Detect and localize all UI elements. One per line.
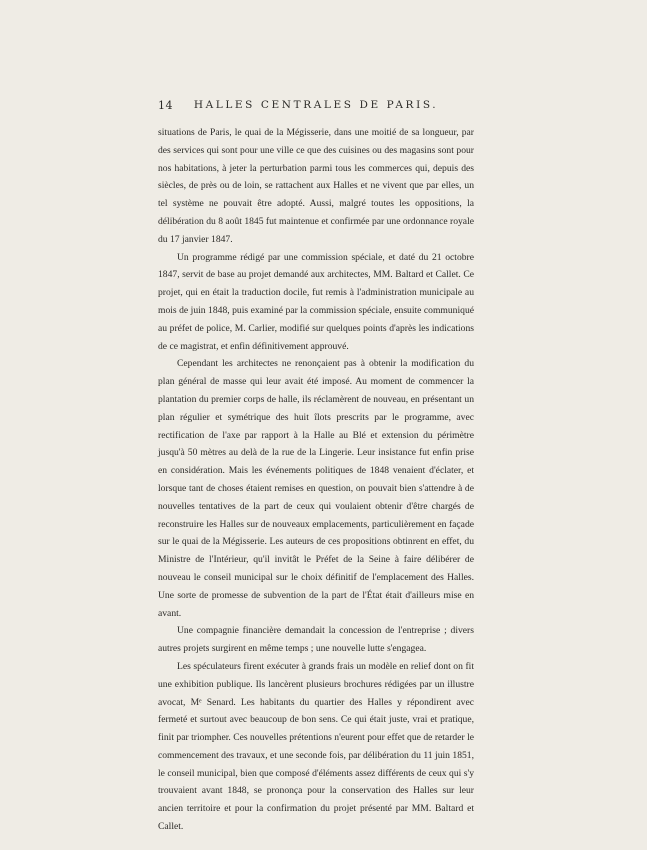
paragraph-2: Un programme rédigé par une commission spéciale, et daté du 21 octobre 1847, servit de base au projet demandé aux architectes, MM. Baltard et Callet. Ce projet, qui en était la traduction docile, fut remis à l'administration municipale au mois de juin 1848, puis examiné par la commission spéciale, ensuite communiqué au préfet de police, M. Carlier, modifié sur quelques points d'après les indications de ce magistrat, et enfin définitivement approuvé. [158,251,474,352]
paragraph-4: Une compagnie financière demandait la concession de l'entreprise ; divers autres projets surgirent en même temps ; une nouvelle lutte s'engagea. [158,625,474,655]
paragraph-1: situations de Paris, le quai de la Mégisserie, dans une moitié de sa longueur, par des services qui sont pour une ville ce que des cuisines ou des magasins sont pour nos habitations, à jeter la perturbation parmi tous les commerces qui, depuis des siècles, de près ou de loin, se rattachent aux Halles et ne vivent que par elles, un tel système ne pouvait être adopté. Aussi, malgré toutes les oppositions, la délibération du 8 août 1845 fut maintenue et confirmée par une ordonnance royale du 17 janvier 1847. [158,127,474,245]
page-number: 14 [158,99,173,112]
paragraph-5: Les spéculateurs firent exécuter à grands frais un modèle en relief dont on fit une exhibition publique. Ils lancèrent plusieurs brochures rédigées par un illustre avocat, Mᵉ Senard. Les habitants du quartier des Halles y répondirent avec fermeté et surtout avec beaucoup de bon sens. Ce qui était juste, vrai et pratique, finit par triompher. Ces nouvelles prétentions n'eurent pour effet que de retarder le commencement des travaux, et une seconde fois, par délibération du 11 juin 1851, le conseil municipal, bien que composé d'éléments assez différents de ceux qui s'y trouvaient avant 1848, se prononça pour la conservation des Halles sur leur ancien territoire et pour la confirmation du projet présenté par MM. Baltard et Callet. [158,660,474,833]
page-header [158,99,474,113]
running-title: HALLES CENTRALES DE PARIS. [193,99,439,111]
paragraph-3: Cependant les architectes ne renonçaient pas à obtenir la modification du plan général de masse qui leur avait été imposé. Au moment de commencer la plantation du premier corps de halle, ils réclamèrent de nouveau, en présentant un plan régulier et symétrique des huit îlots prescrits par le programme, avec rectification de l'axe par rapport à la Halle au Blé et extension du périmètre jusqu'à 50 mètres au delà de la rue de la Lingerie. Leur insistance fut enfin prise en considération. Mais les événements politiques de 1848 venaient d'éclater, et lorsque tant de choses étaient remises en question, on pouvait bien s'attendre à de nouvelles tentatives de la part de ceux qui voulaient obtenir d'être chargés de reconstruire les Halles sur de nouveaux emplacements, particulièrement en façade sur le quai de la Mégisserie. Les auteurs de ces propositions obtinrent en effet, du Ministre de l'Intérieur, qu'il invitât le Préfet de la Seine à faire délibérer de nouveau le conseil municipal sur le choix définitif de l'emplacement des Halles. Une sorte de promesse de subvention de la part de l'État était d'ailleurs mise en avant. [158,358,474,619]
body-text [158,124,474,836]
